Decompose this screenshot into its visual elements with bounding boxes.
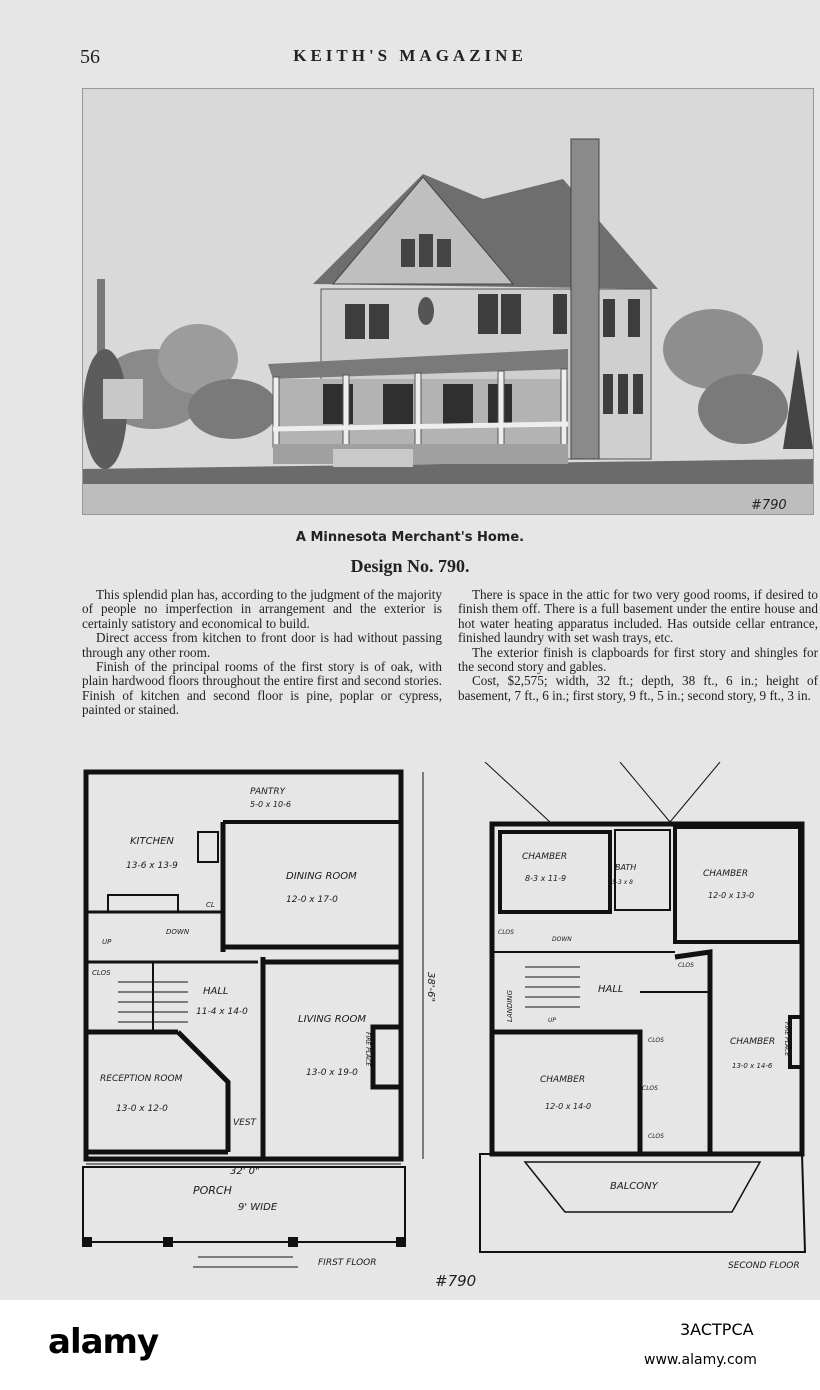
paragraph: Finish of the principal rooms of the first story is of oak, with plain hardwood floors throughout the entire first and second stories. Finish of kitchen and second floor is pine, poplar or cypress, painted or stained. [82,659,442,718]
room-size: 12-0 x 14-0 [545,1102,592,1111]
first-floor-plan [78,762,440,1282]
room-size: 13-0 x 19-0 [306,1068,358,1078]
room-label: PANTRY [250,787,286,797]
watermark-image-id: 3ACTPCA [680,1320,754,1339]
room-size: 13-0 x 14-6 [732,1062,773,1070]
room-label: DINING ROOM [286,871,357,882]
room-label: RECEPTION ROOM [100,1074,183,1084]
second-floor-plan [470,762,820,1282]
room-size: 12-0 x 17-0 [286,895,338,905]
room-size: 11-4 x 14-0 [196,1007,248,1017]
stair-down-label: DOWN [552,936,572,943]
paragraph: Direct access from kitchen to front door is had without passing through any other room. [82,630,442,660]
watermark-url: www.alamy.com [644,1352,757,1368]
article-title: A Minnesota Merchant's Home. [295,530,525,545]
stair-down-label: DOWN [166,928,190,936]
illustration-mark: #790 [751,498,787,513]
room-label: CHAMBER [730,1037,776,1047]
left-column [82,588,442,718]
room-size: 12-0 x 13-0 [708,891,755,900]
room-size: 13-0 x 12-0 [116,1104,168,1114]
room-label: PORCH [193,1184,232,1197]
overall-width: 32' 0" [230,1166,260,1177]
room-label: HALL [203,986,229,997]
paragraph: Cost, $2,575; width, 32 ft.; depth, 38 ft., 6 in.; height of basement, 7 ft., 6 in.; first story, 9 ft., 5 in.; second story, 9 ft., 3 in. [458,673,818,703]
stair-up-label: UP [102,938,112,946]
paragraph: The exterior finish is clapboards for first story and shingles for the second story and gables. [458,644,818,675]
closet-label: CLOS [642,1085,658,1092]
room-label: CHAMBER [703,869,749,879]
fireplace-label: FIRE PLACE [783,1022,790,1057]
watermark-logo: alamy [48,1322,159,1362]
room-size: 8-3 x 11-9 [525,874,567,883]
paragraph: This splendid plan has, according to the judgment of the majority of people no imperfection in arrangement and the exterior is certainly satistory and economical to build. [82,587,442,631]
closet-label: CLOS [648,1037,664,1044]
floor-label: SECOND FLOOR [728,1261,800,1271]
room-size: 5-0 x 10-6 [250,800,292,809]
stair-up-label: UP [548,1017,557,1024]
room-size: 5-3 x 8 [612,879,633,886]
room-label: BALCONY [610,1181,658,1192]
room-label: BATH [615,863,637,872]
room-label: HALL [598,984,624,995]
room-size: 13-6 x 13-9 [126,861,178,871]
room-label: LIVING ROOM [298,1014,367,1025]
closet-label: CLOS [498,929,514,936]
masthead: KEITH'S MAGAZINE [293,46,527,65]
right-column [458,588,818,703]
porch-width: 9' WIDE [238,1202,278,1213]
closet-label: CLOS [678,962,694,969]
room-label: CHAMBER [540,1075,586,1085]
room-label: VEST [233,1118,257,1128]
closet-label: CLOS [92,969,111,977]
room-label: CHAMBER [522,852,568,862]
design-mark: #790 [435,1272,477,1290]
page-number: 56 [80,46,100,68]
room-label: KITCHEN [130,836,174,847]
closet-label: CL [206,901,215,909]
landing-label: LANDING [506,989,514,1022]
closet-label: CLOS [648,1133,664,1140]
floor-label: FIRST FLOOR [318,1258,377,1268]
design-number: Design No. 790. [350,556,470,576]
fireplace-label: FIRE PLACE [364,1032,371,1067]
overall-depth: 38'-6" [425,972,436,1003]
paragraph: There is space in the attic for two very good rooms, if desired to finish them off. There is a full basement under the entire house and hot water heating apparatus included. Has outside cellar entrance, finished laundry with set wash trays, etc. [458,587,818,646]
house-illustration [82,88,814,515]
